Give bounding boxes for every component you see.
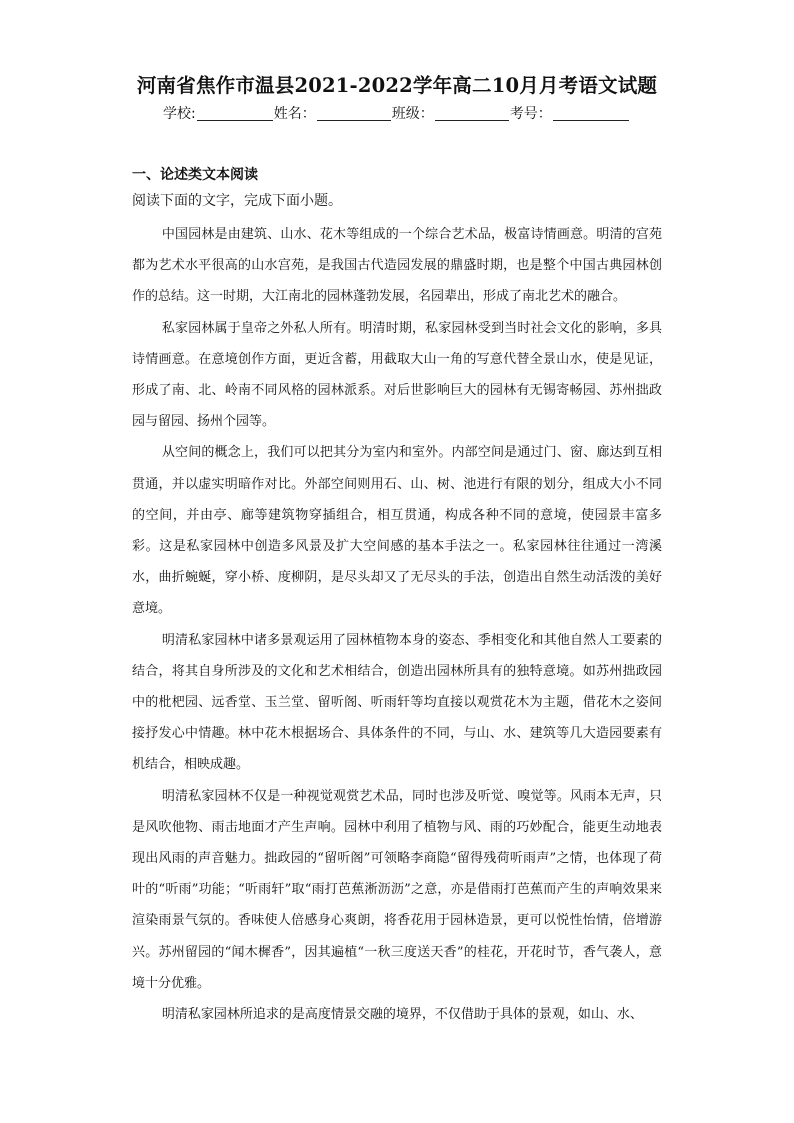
passage-paragraph: 中国园林是由建筑、山水、花木等组成的一个综合艺术品，极富诗情画意。明清的宫苑都为艺术水平很高的山水宫苑，是我国古代造园发展的鼎盛时期，也是整个中国古典园林创作的总结。这一时期，大江南北的园林蓬勃发展，名园辈出，形成了南北艺术的融合。 — [132, 227, 662, 305]
section-heading: 一、论述类文本阅读 — [132, 167, 258, 183]
school-label: 学校: — [163, 106, 196, 122]
passage-paragraph: 明清私家园林所追求的是高度情景交融的境界，不仅借助于具体的景观，如山、水、 — [161, 1007, 643, 1023]
passage-paragraph: 私家园林属于皇帝之外私人所有。明清时期，私家园林受到当时社会文化的影响，多具诗情画意。在意境创作方面，更近含蓄，用截取大山一角的写意代替全景山水，使是见证，形成了南、北、岭南不同风格的园林派系。对后世影响巨大的园林有无锡寄畅园、苏州拙政园与留园、扬州个园等。 — [132, 320, 662, 430]
student-info-row — [163, 103, 663, 123]
reading-passage — [132, 219, 662, 1030]
exam-number-label: 考号： — [509, 106, 552, 122]
exam-title: 河南省焦作市温县2021-2022学年高二10月月考语文试题 — [136, 74, 658, 97]
passage-paragraph: 从空间的概念上，我们可以把其分为室内和室外。内部空间是通过门、窗、廊达到互相贯通，并以虚实明暗作对比。外部空间则用石、山、树、池进行有限的划分，组成大小不同的空间，并由亭、廊等建筑物穿插组合，相互贯通，构成各种不同的意境，使园景丰富多彩。这是私家园林中创造多风景及扩大空间感的基本手法之一。私家园林往往通过一湾溪水，曲折蜿蜒，穿小桥、度柳阴，是尽头却又了无尽头的手法，创造出自然生动活泼的美好意境。 — [132, 445, 662, 617]
section-instruction: 阅读下面的文字，完成下面小题。 — [132, 193, 342, 209]
name-label: 姓名： — [273, 106, 316, 122]
passage-paragraph: 明清私家园林不仅是一种视觉观赏艺术品，同时也涉及听觉、嗅觉等。风雨本无声，只是风吹他物、雨击地面才产生声响。园林中利用了植物与风、雨的巧妙配合，能更生动地表现出风雨的声音魅力。拙政园的“留听阁”可领略李商隐“留得残荷听雨声”之情，也体现了荷叶的“听雨”功能；“听雨轩”取“雨打芭蕉淅沥沥”之意，亦是借雨打芭蕉而产生的声响效果来渲染雨景气氛的。香味使人倍感身心爽朗，将香花用于园林造景，更可以悦性怡情，倍增游兴。苏州留园的“闻木樨香”，因其遍植“一秋三度送天香”的桂花，开花时节，香气袭人，意境十分优雅。 — [132, 788, 662, 991]
class-label: 班级： — [391, 106, 434, 122]
passage-paragraph: 明清私家园林中诸多景观运用了园林植物本身的姿态、季相变化和其他自然人工要素的结合，将其自身所涉及的文化和艺术相结合，创造出园林所具有的独特意境。如苏州拙政园中的枇杷园、远香堂、玉兰堂、留听阁、听雨轩等均直接以观赏花木为主题，借花木之姿间接抒发心中情趣。林中花木根据场合、具体条件的不同，与山、水、建筑等几大造园要素有机结合，相映成趣。 — [132, 632, 662, 773]
name-blank — [317, 106, 391, 121]
exam-number-blank — [553, 106, 629, 121]
class-blank — [435, 106, 509, 121]
school-blank — [197, 106, 273, 121]
